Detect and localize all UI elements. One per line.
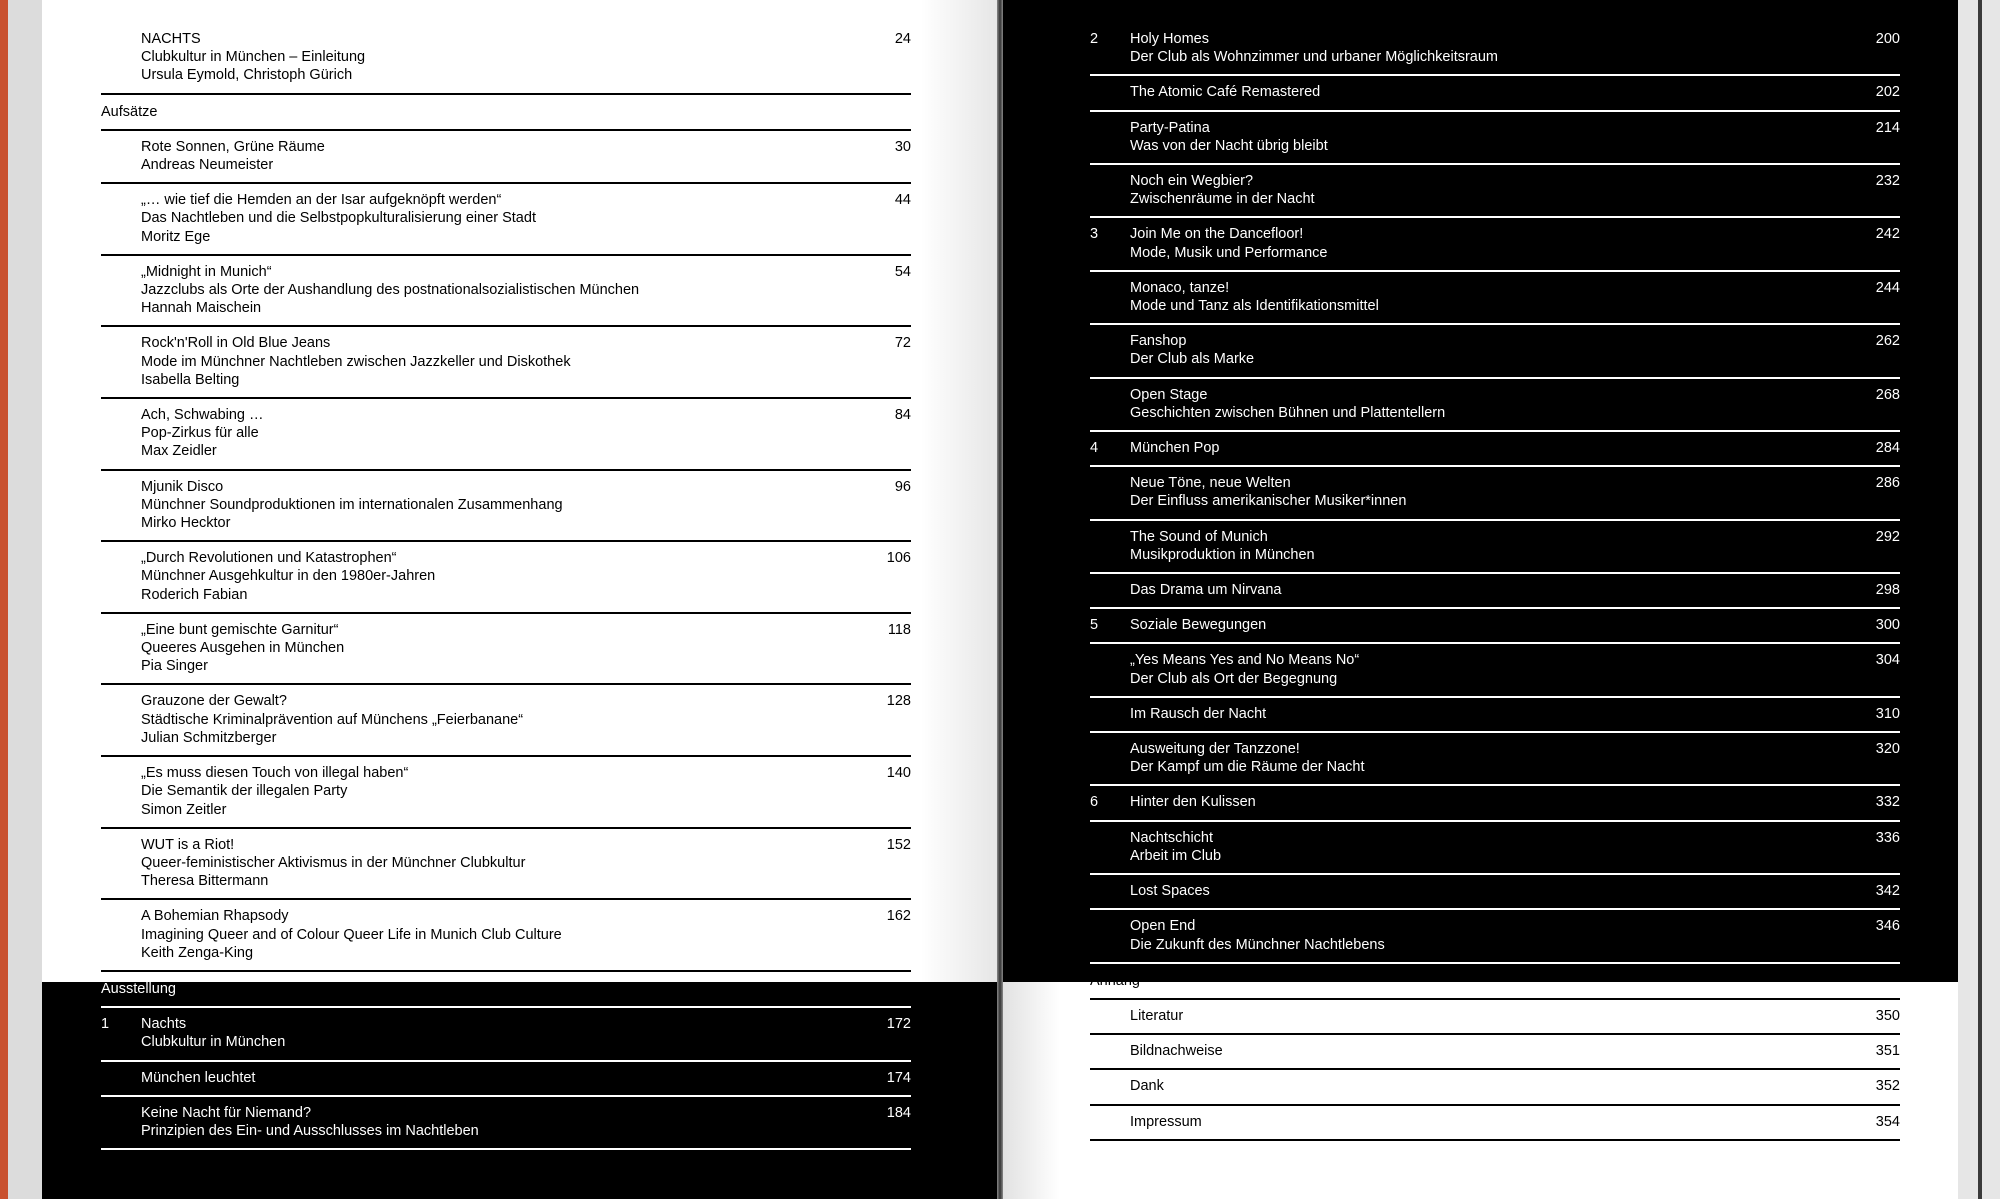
page-number: 30 — [894, 138, 911, 155]
toc-right-column — [1090, 23, 1900, 1141]
toc-entry — [1090, 379, 1900, 432]
entry-author: Simon Zeitler — [141, 801, 227, 818]
entry-title: „Midnight in Munich“ — [141, 263, 272, 280]
entry-subtitle: Münchner Ausgehkultur in den 1980er-Jahren — [141, 568, 436, 585]
toc-entry — [1090, 733, 1900, 786]
entry-title: Hinter den Kulissen — [1130, 794, 1256, 811]
entry-title: Rock'n'Roll in Old Blue Jeans — [141, 335, 331, 352]
entry-subtitle: Musikproduktion in München — [1130, 546, 1315, 563]
toc-entry — [101, 256, 911, 328]
page-number: 352 — [1875, 1078, 1900, 1095]
page-number: 200 — [1875, 31, 1900, 47]
entry-title: Ausweitung der Tanzzone! — [1130, 741, 1300, 758]
toc-entry — [101, 471, 911, 543]
entry-title: Mjunik Disco — [141, 478, 224, 495]
entry-subtitle: Arbeit im Club — [1130, 847, 1222, 864]
page-number: 184 — [886, 1104, 911, 1121]
toc-entry — [1090, 875, 1900, 910]
page-number: 268 — [1875, 386, 1900, 403]
toc-entry — [1090, 521, 1900, 574]
toc-entry — [101, 1062, 911, 1097]
book-gutter — [997, 0, 1003, 1199]
page-number: 242 — [1875, 226, 1900, 243]
entry-title: Holy Homes — [1130, 31, 1209, 47]
entry-title: The Sound of Munich — [1130, 528, 1268, 545]
toc-intro — [101, 23, 911, 95]
entry-title: „Es muss diesen Touch von illegal haben“ — [141, 765, 409, 782]
entry-subtitle: Das Nachtleben und die Selbstpopkulturalisierung einer Stadt — [141, 210, 536, 227]
entry-title: A Bohemian Rhapsody — [141, 908, 289, 925]
page-number: 162 — [886, 908, 911, 925]
entry-subtitle: Clubkultur in München — [141, 1034, 286, 1051]
chapter-number: 4 — [1090, 440, 1099, 457]
entry-title: Grauzone der Gewalt? — [141, 693, 287, 710]
toc-entry — [1090, 1000, 1900, 1035]
toc-entry — [1090, 23, 1900, 76]
entry-title: Lost Spaces — [1130, 883, 1210, 900]
page-number: 310 — [1875, 705, 1900, 722]
entry-subtitle: Prinzipien des Ein- und Ausschlusses im Nachtleben — [141, 1122, 479, 1139]
toc-entry — [101, 399, 911, 471]
page-edge-right — [1958, 0, 2000, 1199]
entry-author: Isabella Belting — [141, 371, 240, 388]
toc-entry — [1090, 1106, 1900, 1141]
entry-subtitle: Was von der Nacht übrig bleibt — [1130, 137, 1328, 154]
entry-author: Hannah Maischein — [141, 300, 262, 317]
entry-subtitle: Imagining Queer and of Colour Queer Life in Munich Club Culture — [141, 926, 562, 943]
toc-section-ausstellung — [101, 972, 911, 1150]
toc-entry — [101, 542, 911, 614]
page-number: 174 — [886, 1069, 911, 1086]
page-number: 346 — [1875, 918, 1900, 935]
toc-entry — [101, 614, 911, 686]
entry-subtitle: Mode, Musik und Performance — [1130, 244, 1328, 261]
entry-author: Roderich Fabian — [141, 586, 248, 603]
page-number: 214 — [1875, 119, 1900, 136]
page-number: 54 — [894, 263, 911, 280]
entry-author: Theresa Bittermann — [141, 873, 269, 890]
toc-entry — [101, 131, 911, 184]
entry-title: Neue Töne, neue Welten — [1130, 475, 1291, 492]
page-number: 96 — [894, 478, 911, 495]
page-number: 320 — [1875, 741, 1900, 758]
toc-entry — [1090, 218, 1900, 271]
entry-title: Bildnachweise — [1130, 1043, 1223, 1060]
entry-author: Mirko Hecktor — [141, 515, 231, 532]
entry-author: Julian Schmitzberger — [141, 729, 277, 746]
entry-author: Max Zeidler — [141, 443, 217, 460]
page-number: 342 — [1875, 883, 1900, 900]
chapter-number: 5 — [1090, 617, 1099, 634]
entry-title: Nachtschicht — [1130, 829, 1214, 846]
entry-subtitle: Clubkultur in München – Einleitung — [141, 49, 366, 66]
entry-subtitle: Queer-feministischer Aktivismus in der Münchner Clubkultur — [141, 854, 526, 871]
entry-subtitle: Andreas Neumeister — [141, 157, 274, 174]
entry-author: Keith Zenga-King — [141, 944, 254, 961]
entry-subtitle: Jazzclubs als Orte der Aushandlung des postnationalsozialistischen München — [141, 282, 640, 299]
toc-entry — [1090, 786, 1900, 821]
entry-title: Literatur — [1130, 1007, 1184, 1024]
toc-entry — [101, 327, 911, 399]
toc-entry — [1090, 76, 1900, 111]
entry-title: Impressum — [1130, 1113, 1202, 1130]
entry-subtitle: Der Club als Wohnzimmer und urbaner Möglichkeitsraum — [1130, 49, 1499, 66]
toc-entry — [1090, 574, 1900, 609]
toc-entry — [101, 829, 911, 901]
page-number: 118 — [887, 621, 911, 638]
page-number: 106 — [886, 550, 911, 567]
toc-entry — [1090, 325, 1900, 378]
toc-entry — [1090, 822, 1900, 875]
entry-title: Im Rausch der Nacht — [1130, 705, 1267, 722]
entry-subtitle: Städtische Kriminalprävention auf Münchens „Feierbanane“ — [141, 711, 524, 728]
book-edge-left — [0, 0, 8, 1199]
page-number: 140 — [886, 765, 911, 782]
page-number: 128 — [886, 693, 911, 710]
entry-subtitle: Münchner Soundproduktionen im internationalen Zusammenhang — [141, 496, 563, 513]
page-edge-left — [8, 0, 42, 1199]
entry-author: Ursula Eymold, Christoph Gürich — [141, 67, 353, 84]
section-heading-aufsaetze: Aufsätze — [101, 95, 911, 131]
toc-entry — [101, 757, 911, 829]
entry-title: Dank — [1130, 1078, 1164, 1095]
page-number: 298 — [1875, 582, 1900, 599]
entry-author: Moritz Ege — [141, 228, 211, 245]
toc-entry — [1090, 644, 1900, 697]
chapter-number: 3 — [1090, 226, 1099, 243]
entry-title: Open Stage — [1130, 386, 1208, 403]
toc-entry — [1090, 272, 1900, 325]
page-number: 202 — [1875, 84, 1900, 101]
entry-title: Monaco, tanze! — [1130, 279, 1230, 296]
entry-subtitle: Queeres Ausgehen in München — [141, 640, 345, 657]
toc-entry — [101, 23, 911, 95]
toc-entry — [1090, 112, 1900, 165]
entry-subtitle: Die Semantik der illegalen Party — [141, 783, 348, 800]
entry-subtitle: Zwischenräume in der Nacht — [1130, 191, 1315, 208]
page-number: 332 — [1875, 794, 1900, 811]
page-number: 244 — [1875, 279, 1900, 296]
entry-title: WUT is a Riot! — [141, 836, 235, 853]
toc-entry — [101, 1008, 911, 1061]
page-number: 304 — [1875, 652, 1900, 669]
toc-section-anhang — [1090, 964, 1900, 1141]
toc-section-aufsaetze — [101, 95, 911, 972]
entry-title: „Yes Means Yes and No Means No“ — [1130, 652, 1360, 669]
entry-title: Rote Sonnen, Grüne Räume — [141, 138, 325, 155]
entry-title: „Eine bunt gemischte Garnitur“ — [141, 621, 339, 638]
entry-title: Fanshop — [1130, 333, 1187, 350]
toc-entry — [101, 685, 911, 757]
page-number: 351 — [1875, 1043, 1900, 1060]
toc-entry — [1090, 1070, 1900, 1105]
toc-entry — [101, 900, 911, 972]
page-number: 84 — [894, 407, 911, 424]
entry-title: Ach, Schwabing … — [141, 407, 264, 424]
page-number: 24 — [894, 31, 911, 47]
entry-subtitle: Geschichten zwischen Bühnen und Plattentellern — [1130, 404, 1446, 421]
entry-author: Pia Singer — [141, 658, 208, 675]
entry-title: „… wie tief die Hemden an der Isar aufgeknöpft werden“ — [141, 192, 502, 209]
entry-subtitle: Der Kampf um die Räume der Nacht — [1130, 759, 1365, 776]
entry-title: Nachts — [141, 1016, 187, 1033]
toc-entry — [1090, 698, 1900, 733]
chapter-number: 6 — [1090, 794, 1099, 811]
entry-title: Join Me on the Dancefloor! — [1130, 226, 1304, 243]
toc-entry — [101, 184, 911, 256]
page-number: 72 — [894, 335, 911, 352]
page-number: 284 — [1875, 440, 1900, 457]
entry-title: Noch ein Wegbier? — [1130, 173, 1254, 190]
page-number: 232 — [1875, 173, 1900, 190]
toc-entry — [1090, 432, 1900, 467]
entry-title: Party-Patina — [1130, 119, 1210, 136]
page-number: 44 — [894, 192, 911, 209]
entry-title: „Durch Revolutionen und Katastrophen“ — [141, 550, 397, 567]
entry-title: The Atomic Café Remastered — [1130, 84, 1321, 101]
page-number: 152 — [886, 836, 911, 853]
entry-title: Open End — [1130, 918, 1196, 935]
toc-entry — [1090, 1035, 1900, 1070]
entry-title: München Pop — [1130, 440, 1220, 457]
entry-subtitle: Mode und Tanz als Identifikationsmittel — [1130, 298, 1379, 315]
entry-title: München leuchtet — [141, 1069, 256, 1086]
section-heading-ausstellung: Ausstellung — [101, 972, 911, 1008]
toc-entry — [1090, 609, 1900, 644]
entry-title: NACHTS — [141, 31, 201, 47]
page-number: 350 — [1875, 1007, 1900, 1024]
section-heading-anhang: Anhang — [1090, 964, 1900, 1000]
toc-entry — [1090, 467, 1900, 520]
toc-entry — [101, 1097, 911, 1150]
page-number: 300 — [1875, 617, 1900, 634]
toc-entry — [1090, 910, 1900, 963]
page-number: 354 — [1875, 1113, 1900, 1130]
entry-subtitle: Der Einfluss amerikanischer Musiker*innen — [1130, 493, 1407, 510]
toc-exhibition-continued — [1090, 23, 1900, 964]
page-number: 336 — [1875, 829, 1900, 846]
entry-subtitle: Die Zukunft des Münchner Nachtlebens — [1130, 936, 1385, 953]
page-number: 172 — [886, 1016, 911, 1033]
entry-subtitle: Der Club als Ort der Begegnung — [1130, 670, 1338, 687]
entry-subtitle: Der Club als Marke — [1130, 351, 1255, 368]
page-number: 292 — [1875, 528, 1900, 545]
page-number: 262 — [1875, 333, 1900, 350]
entry-title: Das Drama um Nirvana — [1130, 582, 1282, 599]
chapter-number: 1 — [101, 1016, 110, 1033]
toc-entry — [1090, 165, 1900, 218]
page-number: 286 — [1875, 475, 1900, 492]
entry-title: Keine Nacht für Niemand? — [141, 1104, 312, 1121]
entry-subtitle: Mode im Münchner Nachtleben zwischen Jazzkeller und Diskothek — [141, 353, 571, 370]
entry-subtitle: Pop-Zirkus für alle — [141, 425, 259, 442]
entry-title: Soziale Bewegungen — [1130, 617, 1267, 634]
chapter-number: 2 — [1090, 31, 1099, 47]
toc-left-column — [101, 23, 911, 1150]
